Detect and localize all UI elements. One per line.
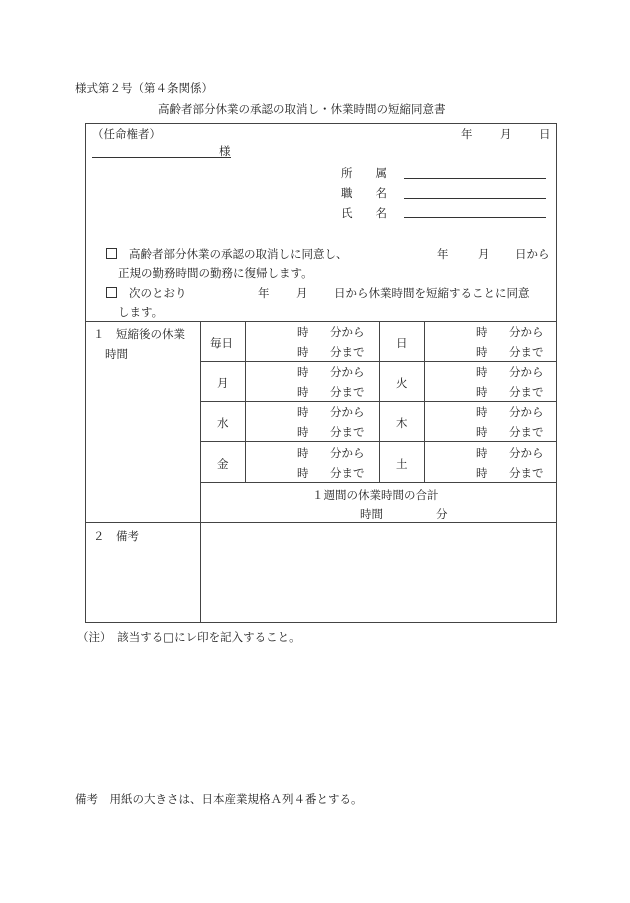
- day-monday: 月: [217, 376, 229, 390]
- form-title: 高齢者部分休業の承認の取消し・休業時間の短縮同意書: [158, 102, 446, 116]
- honorific-label: 様: [219, 144, 231, 158]
- position-label: 職 名: [341, 186, 387, 200]
- time-until: 分まで: [330, 345, 365, 359]
- option1-row: [106, 246, 348, 262]
- option2-tail: 日から休業時間を短縮することに同意: [334, 286, 530, 300]
- weekly-minutes-label: 分: [436, 507, 448, 521]
- time-hour: 時: [297, 425, 309, 439]
- row-divider-4: [200, 482, 557, 483]
- time-hour: 時: [476, 385, 488, 399]
- position-field[interactable]: [404, 198, 546, 199]
- row-divider-3: [200, 441, 557, 442]
- option1-month: 月: [478, 247, 490, 261]
- option1-tail: 日から: [515, 247, 550, 261]
- section1-label-line2: 時間: [105, 347, 128, 361]
- time-hour: 時: [297, 365, 309, 379]
- time-hour: 時: [476, 466, 488, 480]
- time-from: 分から: [330, 446, 365, 460]
- day-wednesday: 水: [217, 416, 229, 430]
- option2-row: [106, 285, 187, 301]
- time-hour: 時: [476, 365, 488, 379]
- time-hour: 時: [476, 345, 488, 359]
- time-from: 分から: [509, 325, 544, 339]
- time-hour: 時: [297, 385, 309, 399]
- remarks-field[interactable]: [202, 524, 556, 622]
- time-from: 分から: [330, 365, 365, 379]
- row-divider-1: [200, 361, 557, 362]
- day-daily: 毎日: [210, 336, 233, 350]
- name-field[interactable]: [404, 217, 546, 218]
- paper-size-remark: 備考 用紙の大きさは、日本産業規格Ａ列４番とする。: [75, 792, 363, 806]
- day-tuesday: 火: [396, 376, 408, 390]
- label-column-divider: [200, 321, 201, 623]
- day-thursday: 木: [396, 416, 408, 430]
- weekly-total-label: １週間の休業時間の合計: [312, 488, 439, 502]
- date-day-label: 日: [539, 127, 551, 141]
- option2-month: 月: [296, 286, 308, 300]
- time-from: 分から: [330, 405, 365, 419]
- remarks-label: ２ 備考: [93, 529, 139, 543]
- weekly-hours-label: 時間: [360, 507, 383, 521]
- time-until: 分まで: [509, 466, 544, 480]
- time-hour: 時: [297, 325, 309, 339]
- affiliation-label: 所 属: [341, 166, 387, 180]
- time-until: 分まで: [330, 385, 365, 399]
- time-until: 分まで: [330, 466, 365, 480]
- section2-top-border: [85, 522, 557, 523]
- day-saturday: 土: [396, 457, 408, 471]
- time-from: 分から: [509, 405, 544, 419]
- option1-line2: 正規の勤務時間の勤務に復帰します。: [118, 266, 313, 280]
- day-friday: 金: [217, 457, 229, 471]
- section1-top-border: [85, 321, 557, 322]
- time-hour: 時: [297, 345, 309, 359]
- date-month-label: 月: [500, 127, 512, 141]
- option2-line2: します。: [118, 305, 164, 319]
- day-sunday: 日: [396, 336, 408, 350]
- appointer-underline[interactable]: [92, 157, 231, 158]
- form-number: 様式第２号（第４条関係）: [75, 81, 213, 95]
- affiliation-field[interactable]: [404, 178, 546, 179]
- time-hour: 時: [297, 446, 309, 460]
- option1-text: 高齢者部分休業の承認の取消しに同意し、: [129, 247, 348, 261]
- time-hour: 時: [476, 405, 488, 419]
- time-from: 分から: [330, 325, 365, 339]
- time-until: 分まで: [509, 425, 544, 439]
- section1-label-line1: １ 短縮後の休業: [93, 327, 185, 341]
- time-hour: 時: [476, 325, 488, 339]
- option2-checkbox[interactable]: [106, 287, 117, 298]
- appointer-label: （任命権者）: [92, 127, 161, 141]
- time-until: 分まで: [330, 425, 365, 439]
- footnote: （注） 該当する□にレ印を記入すること。: [77, 630, 301, 644]
- time-from: 分から: [509, 365, 544, 379]
- option1-year: 年: [437, 247, 449, 261]
- option1-checkbox[interactable]: [106, 248, 117, 259]
- date-year-label: 年: [461, 127, 473, 141]
- option2-year: 年: [258, 286, 270, 300]
- time-hour: 時: [297, 405, 309, 419]
- name-label: 氏 名: [341, 206, 387, 220]
- time-hour: 時: [297, 466, 309, 480]
- time-until: 分まで: [509, 385, 544, 399]
- time-until: 分まで: [509, 345, 544, 359]
- row-divider-2: [200, 401, 557, 402]
- option2-text: 次のとおり: [129, 286, 187, 300]
- time-hour: 時: [476, 446, 488, 460]
- time-hour: 時: [476, 425, 488, 439]
- time-from: 分から: [509, 446, 544, 460]
